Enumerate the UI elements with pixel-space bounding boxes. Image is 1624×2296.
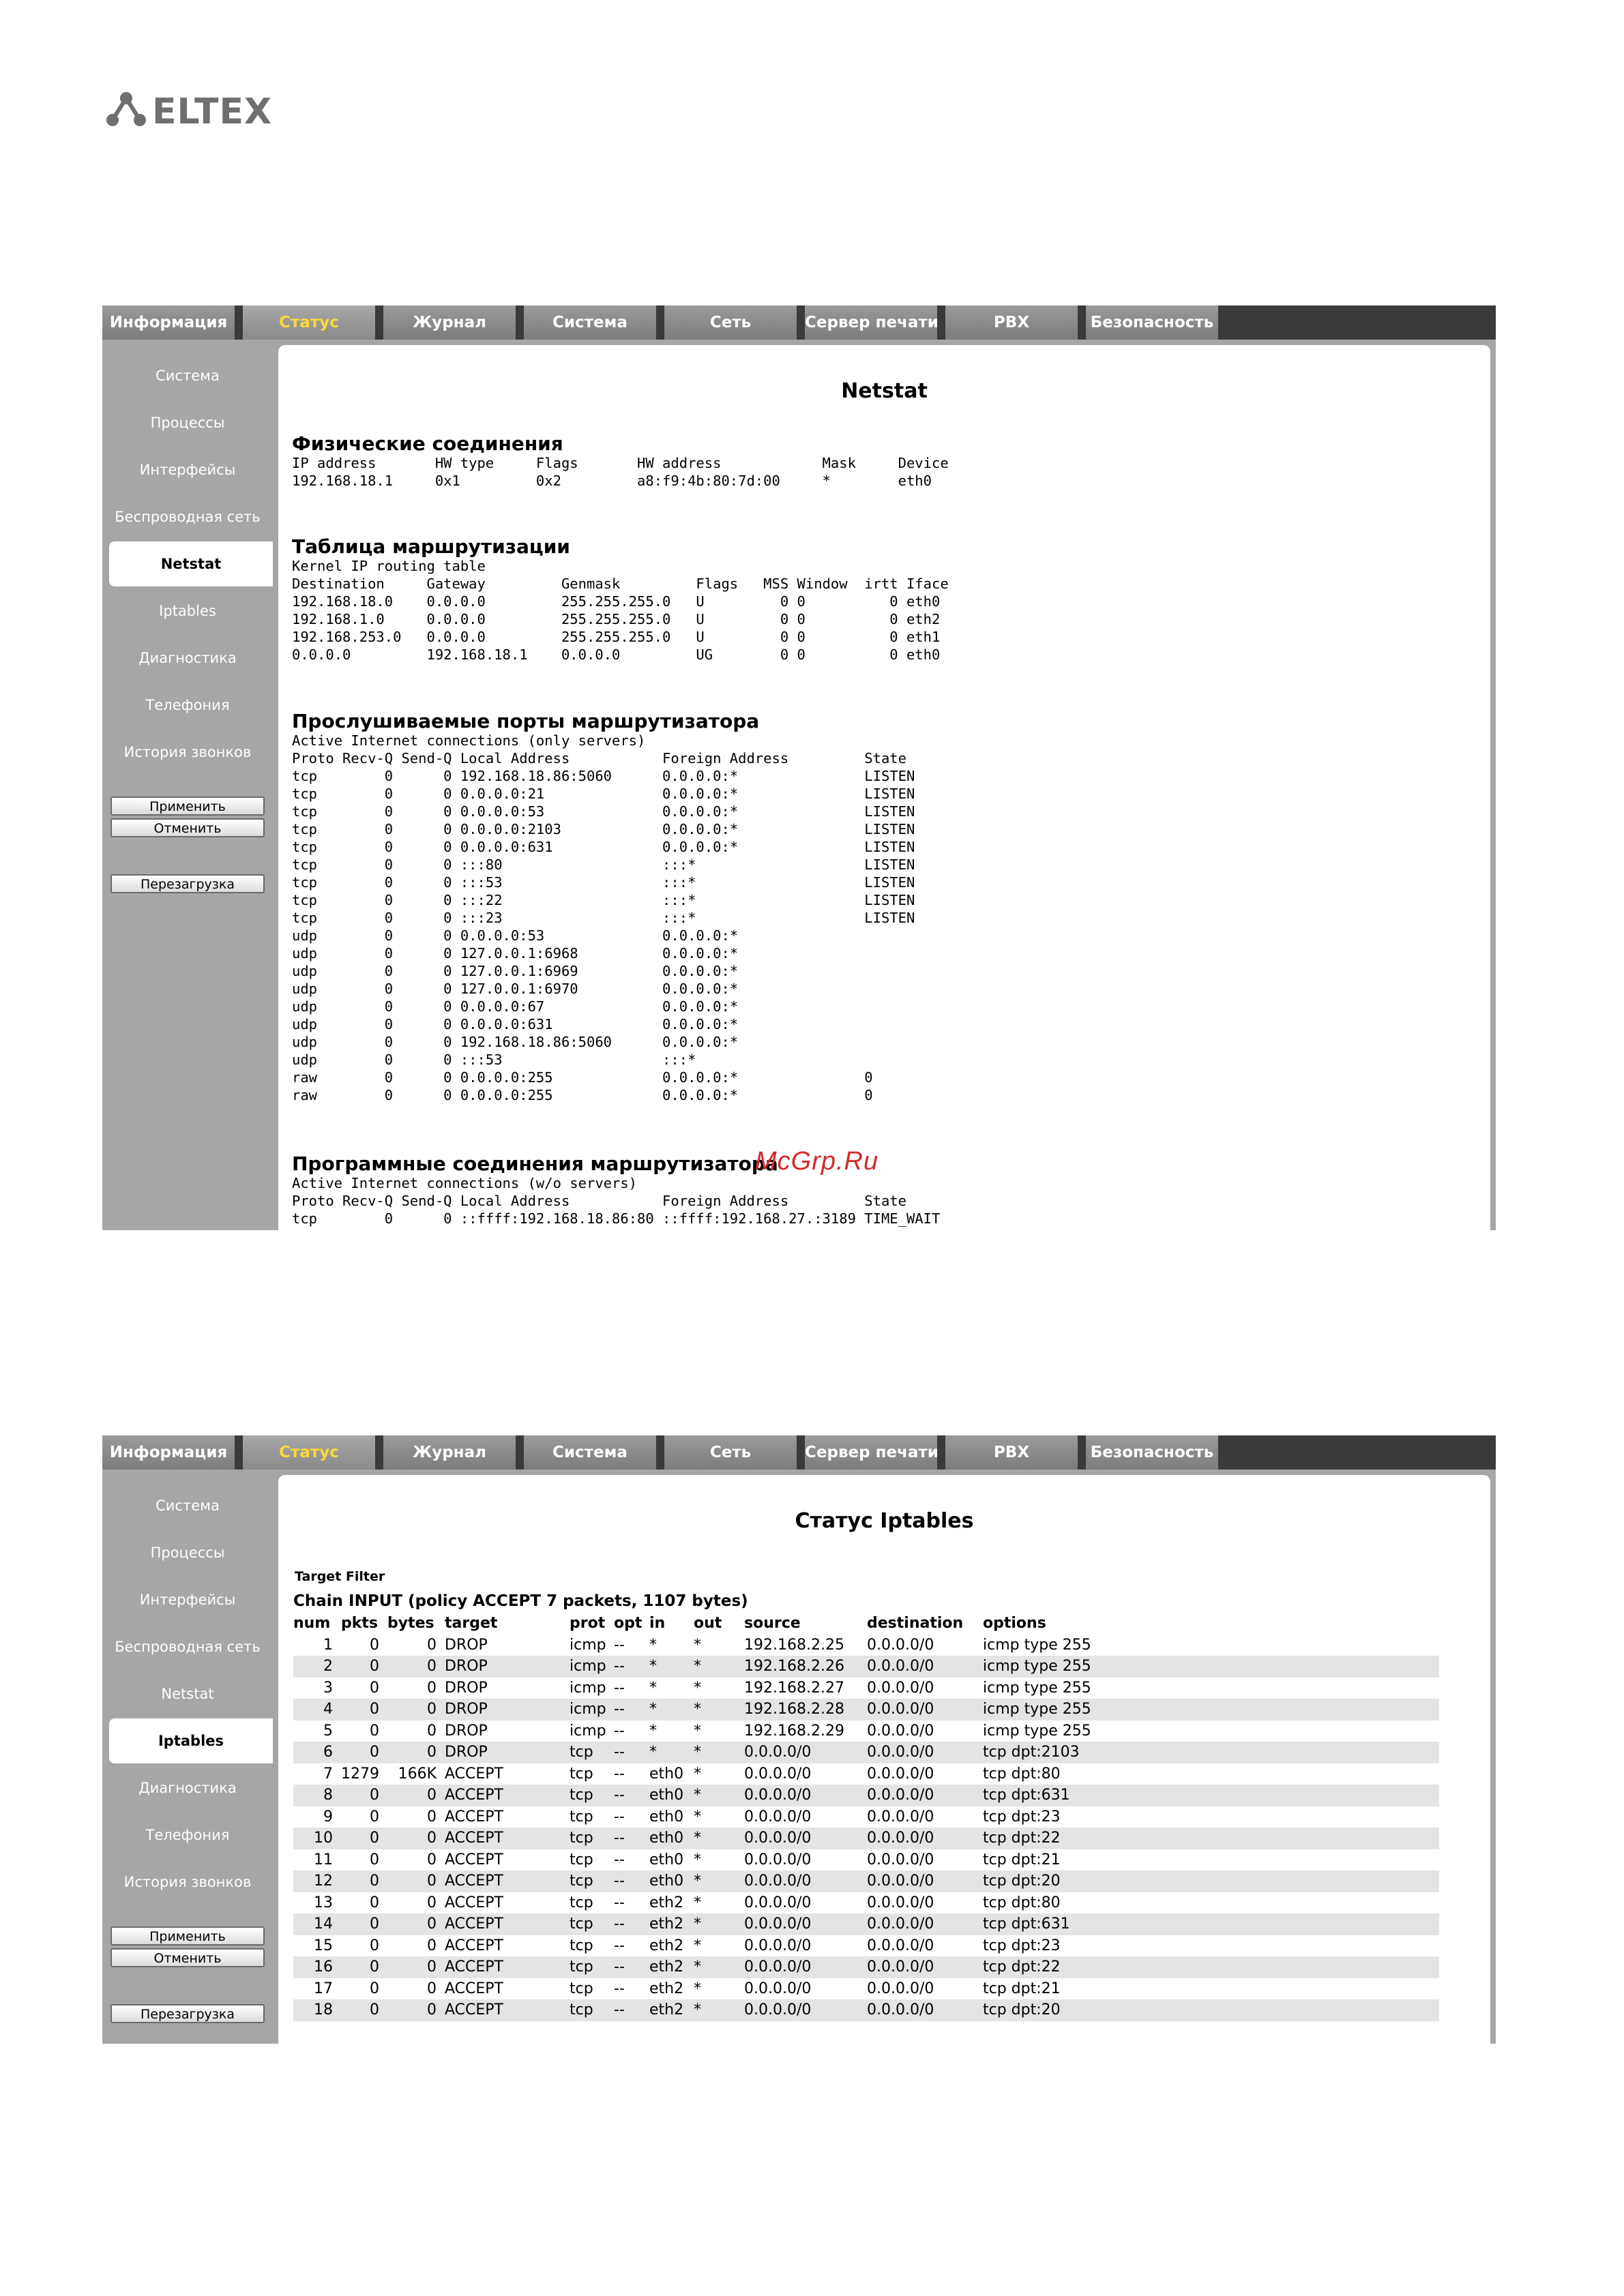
cell-pkts: 0 bbox=[370, 1679, 379, 1697]
cell-bytes: 0 bbox=[427, 1937, 437, 1954]
cell-pkts: 0 bbox=[370, 1851, 379, 1868]
cell-target: ACCEPT bbox=[445, 1785, 570, 1806]
sidebar bbox=[102, 340, 273, 1230]
cell-opt: -- bbox=[614, 1679, 625, 1697]
table-row bbox=[293, 1742, 1439, 1763]
cell-pkts: 0 bbox=[341, 1913, 387, 1935]
column-header-source: source bbox=[744, 1615, 801, 1632]
column-header-bytes: bytes bbox=[387, 1615, 434, 1632]
sidebar-item-diagnostics[interactable]: Диагностика bbox=[138, 1780, 237, 1796]
cell-num: 10 bbox=[293, 1828, 341, 1849]
cell-target: DROP bbox=[445, 1679, 488, 1697]
tab-print-server[interactable]: Сервер печати bbox=[805, 1435, 941, 1470]
cell-pkts: 0 bbox=[341, 1828, 387, 1849]
cell-source: 192.168.2.25 bbox=[744, 1636, 844, 1654]
tab-info[interactable]: Информация bbox=[102, 305, 239, 340]
cell-prot: tcp bbox=[570, 1742, 614, 1763]
iptables-panel bbox=[278, 1475, 1490, 2044]
cell-out: * bbox=[694, 1636, 701, 1654]
tab-pbx[interactable]: PBX bbox=[945, 305, 1082, 340]
cell-out: * bbox=[694, 1742, 744, 1763]
cell-in: * bbox=[649, 1656, 694, 1678]
reboot-button[interactable]: Перезагрузка bbox=[110, 2004, 265, 2023]
cell-destination: 0.0.0.0/0 bbox=[867, 1980, 934, 1997]
cell-source: 0.0.0.0/0 bbox=[744, 1851, 812, 1868]
cell-in: eth0 bbox=[649, 1808, 684, 1825]
tab-system[interactable]: Система bbox=[524, 305, 660, 340]
cell-in: eth2 bbox=[649, 1980, 684, 1997]
sidebar-item-diagnostics[interactable]: Диагностика bbox=[138, 650, 237, 666]
cell-bytes: 0 bbox=[387, 1913, 445, 1935]
cell-source: 0.0.0.0/0 bbox=[744, 1937, 812, 1954]
cell-opt: -- bbox=[614, 1656, 649, 1678]
program-connections-text: Active Internet connections (w/o servers) Proto Recv-Q Send-Q Local Address Foreign Address State tcp 0 0 ::ffff:192.168.18.86:80 ::ffff:192.168.27.:3189 TIME_WAIT bbox=[292, 1175, 941, 1227]
cell-opt: -- bbox=[614, 1980, 625, 1997]
cell-num: 13 bbox=[314, 1894, 333, 1911]
listening-ports-title: Прослушиваемые порты маршрутизатора bbox=[292, 710, 760, 732]
cell-options: icmp type 255 bbox=[983, 1679, 1091, 1697]
cell-num: 2 bbox=[293, 1656, 341, 1678]
cell-opt: -- bbox=[614, 1870, 649, 1892]
cell-destination: 0.0.0.0/0 bbox=[867, 1937, 934, 1954]
cell-destination: 0.0.0.0/0 bbox=[867, 1956, 983, 1978]
cell-num: 7 bbox=[323, 1765, 333, 1783]
cell-bytes: 0 bbox=[427, 1679, 437, 1697]
cell-opt: -- bbox=[614, 1765, 625, 1783]
page-title: Статус Iptables bbox=[795, 1509, 974, 1533]
table-row bbox=[293, 1656, 1439, 1678]
apply-button[interactable]: Применить bbox=[110, 1926, 265, 1945]
sidebar-item-iptables[interactable]: Iptables bbox=[109, 1718, 273, 1763]
cell-pkts: 0 bbox=[370, 1722, 379, 1740]
cell-options: tcp dpt:80 bbox=[983, 1894, 1061, 1911]
cell-num: 17 bbox=[314, 1980, 333, 1997]
content-area bbox=[273, 340, 1496, 1230]
cell-prot: icmp bbox=[570, 1636, 606, 1654]
cell-source: 0.0.0.0/0 bbox=[744, 1765, 812, 1783]
cell-target: ACCEPT bbox=[445, 1870, 570, 1892]
netstat-screenshot bbox=[102, 305, 1496, 1230]
cell-prot: tcp bbox=[570, 1913, 614, 1935]
sidebar-item-netstat[interactable]: Netstat bbox=[109, 541, 273, 586]
cell-num: 14 bbox=[293, 1913, 341, 1935]
cell-prot: tcp bbox=[570, 1765, 593, 1783]
cell-out: * bbox=[694, 1722, 701, 1740]
cell-in: eth2 bbox=[649, 1894, 684, 1911]
cell-num: 4 bbox=[293, 1699, 341, 1720]
table-row bbox=[293, 1870, 1439, 1892]
cell-num: 6 bbox=[293, 1742, 341, 1763]
cell-prot: tcp bbox=[570, 1785, 614, 1806]
cell-source: 0.0.0.0/0 bbox=[744, 1828, 867, 1849]
phys-connections-text: IP address HW type Flags HW address Mask Device 192.168.18.1 0x1 0x2 a8:f9:4b:80:7d:00 * eth0 bbox=[292, 455, 949, 489]
cell-target: ACCEPT bbox=[445, 1980, 503, 1997]
cell-num: 18 bbox=[293, 1999, 341, 2021]
cell-num: 8 bbox=[293, 1785, 341, 1806]
cell-opt: -- bbox=[614, 1742, 649, 1763]
tab-security[interactable]: Безопасность bbox=[1086, 305, 1222, 340]
cell-opt: -- bbox=[614, 1999, 649, 2021]
cell-target: DROP bbox=[445, 1699, 570, 1720]
cell-prot: tcp bbox=[570, 1828, 614, 1849]
cell-prot: icmp bbox=[570, 1722, 606, 1740]
tab-status[interactable]: Статус bbox=[243, 305, 379, 340]
sidebar-item-wireless[interactable]: Беспроводная сеть bbox=[115, 1639, 261, 1655]
cell-destination: 0.0.0.0/0 bbox=[867, 1828, 983, 1849]
cell-prot: tcp bbox=[570, 1851, 593, 1868]
cell-opt: -- bbox=[614, 1828, 649, 1849]
eltex-logo bbox=[106, 90, 283, 138]
sidebar-item-telephony[interactable]: Телефония bbox=[145, 1827, 230, 1843]
cell-target: DROP bbox=[445, 1636, 488, 1654]
cell-num: 1 bbox=[323, 1636, 333, 1654]
column-header-prot: prot bbox=[570, 1615, 606, 1632]
tab-pbx[interactable]: PBX bbox=[945, 1435, 1082, 1470]
cell-out: * bbox=[694, 1699, 744, 1720]
cell-source: 0.0.0.0/0 bbox=[744, 1742, 867, 1763]
netstat-panel bbox=[278, 345, 1490, 1230]
target-filter-label: Target Filter bbox=[295, 1569, 385, 1584]
listening-ports-text: Active Internet connections (only servers) Proto Recv-Q Send-Q Local Address Foreign Address State tcp 0 0 192.168.18.86:5060 0.0.0.0:* LISTEN tcp 0 0 0.0.0.0:21 0.0.0.0:* LISTEN tcp 0 0 0.0.0.0:53 0.0.0.0:* LISTEN tcp 0 0 0.0.0.0:2103 0.0.0.0:* LISTEN tcp 0 0 0.0.0.0:631 0.0.0.0:* LISTEN tcp 0 0 :::80 :::* LISTEN tcp 0 0 :::53 :::* LISTEN tcp 0 0 :::22 :::* LISTEN tcp 0 0 :::23 :::* LISTEN udp 0 0 0.0.0.0:53 0.0.0.0:* udp 0 0 127.0.0.1:6968 0.0.0.0:* udp 0 0 127.0.0.1:6969 0.0.0.0:* udp 0 0 127.0.0.1:6970 0.0.0.0:* udp 0 0 0.0.0.0:67 0.0.0.0:* udp 0 0 0.0.0.0:631 0.0.0.0:* udp 0 0 192.168.18.86:5060 0.0.0.0:* udp 0 0 :::53 :::* raw 0 0 0.0.0.0:255 0.0.0.0:* 0 raw 0 0 0.0.0.0:255 0.0.0.0:* 0 bbox=[292, 732, 915, 1103]
cell-target: ACCEPT bbox=[445, 1956, 570, 1978]
tab-log[interactable]: Журнал bbox=[383, 305, 520, 340]
cell-options: tcp dpt:21 bbox=[983, 1851, 1061, 1868]
cell-destination: 0.0.0.0/0 bbox=[867, 1656, 983, 1678]
cell-source: 0.0.0.0/0 bbox=[744, 1980, 812, 1997]
phys-connections-title: Физические соединения bbox=[292, 432, 563, 455]
cell-pkts: 0 bbox=[341, 1999, 387, 2021]
cell-destination: 0.0.0.0/0 bbox=[867, 1808, 934, 1825]
cell-in: eth0 bbox=[649, 1828, 694, 1849]
sidebar-item-netstat[interactable]: Netstat bbox=[161, 1686, 214, 1702]
table-row bbox=[293, 1699, 1439, 1720]
cell-out: * bbox=[694, 1956, 744, 1978]
cell-destination: 0.0.0.0/0 bbox=[867, 1699, 983, 1720]
column-header-options: options bbox=[983, 1615, 1046, 1632]
reboot-button[interactable]: Перезагрузка bbox=[110, 874, 265, 893]
cell-opt: -- bbox=[614, 1785, 649, 1806]
sidebar-item-wireless[interactable]: Беспроводная сеть bbox=[115, 509, 261, 525]
cell-bytes: 0 bbox=[387, 1699, 445, 1720]
table-row bbox=[293, 1635, 1439, 1656]
cell-pkts: 0 bbox=[341, 1699, 387, 1720]
cell-prot: tcp bbox=[570, 1937, 593, 1954]
cell-in: * bbox=[649, 1636, 657, 1654]
column-header-num: num bbox=[293, 1615, 331, 1632]
cell-target: ACCEPT bbox=[445, 1828, 570, 1849]
cell-pkts: 0 bbox=[370, 1937, 379, 1954]
table-row bbox=[293, 1763, 1439, 1785]
sidebar-item-interfaces[interactable]: Интерфейсы bbox=[139, 1592, 236, 1608]
table-row bbox=[293, 1849, 1439, 1871]
cell-pkts: 0 bbox=[370, 1808, 379, 1825]
cell-source: 0.0.0.0/0 bbox=[744, 1808, 812, 1825]
page-title: Netstat bbox=[841, 379, 928, 403]
cell-target: DROP bbox=[445, 1722, 488, 1740]
cell-in: * bbox=[649, 1742, 694, 1763]
cell-out: * bbox=[694, 1828, 744, 1849]
cell-prot: tcp bbox=[570, 1956, 614, 1978]
tab-network[interactable]: Сеть bbox=[664, 1435, 801, 1470]
cell-options: tcp dpt:20 bbox=[983, 1870, 1439, 1892]
top-tabbar bbox=[102, 1435, 1496, 1470]
cell-options: tcp dpt:22 bbox=[983, 1828, 1439, 1849]
iptables-table bbox=[293, 1613, 1439, 2021]
cell-out: * bbox=[694, 1999, 744, 2021]
cell-in: eth2 bbox=[649, 1937, 684, 1954]
cell-bytes: 0 bbox=[387, 1999, 445, 2021]
cell-bytes: 0 bbox=[387, 1870, 445, 1892]
cell-options: tcp dpt:21 bbox=[983, 1980, 1061, 1997]
tab-security[interactable]: Безопасность bbox=[1086, 1435, 1222, 1470]
cell-bytes: 0 bbox=[427, 1980, 437, 1997]
cell-options: tcp dpt:2103 bbox=[983, 1742, 1439, 1763]
cell-destination: 0.0.0.0/0 bbox=[867, 1913, 983, 1935]
cell-options: tcp dpt:20 bbox=[983, 1999, 1439, 2021]
cancel-button[interactable]: Отменить bbox=[110, 818, 265, 837]
cell-options: icmp type 255 bbox=[983, 1722, 1091, 1740]
cell-in: eth0 bbox=[649, 1785, 694, 1806]
sidebar-item-system[interactable]: Система bbox=[156, 1497, 220, 1514]
cell-target: ACCEPT bbox=[445, 1937, 503, 1954]
cell-options: tcp dpt:80 bbox=[983, 1765, 1061, 1783]
cell-in: * bbox=[649, 1722, 657, 1740]
table-row bbox=[293, 1913, 1439, 1935]
cell-out: * bbox=[694, 1808, 701, 1825]
cell-pkts: 0 bbox=[370, 1636, 379, 1654]
cell-bytes: 0 bbox=[427, 1636, 437, 1654]
chain-header: Chain INPUT (policy ACCEPT 7 packets, 1107 bytes) bbox=[293, 1592, 748, 1610]
cell-options: tcp dpt:631 bbox=[983, 1785, 1439, 1806]
cell-target: ACCEPT bbox=[445, 1851, 503, 1868]
tab-system[interactable]: Система bbox=[524, 1435, 660, 1470]
sidebar-item-system[interactable]: Система bbox=[156, 368, 220, 384]
cell-source: 192.168.2.28 bbox=[744, 1699, 867, 1720]
cell-prot: tcp bbox=[570, 1999, 614, 2021]
routing-table-text: Kernel IP routing table Destination Gateway Genmask Flags MSS Window irtt Iface 192.168.18.0 0.0.0.0 255.255.255.0 U 0 0 0 eth0 192.168.1.0 0.0.0.0 255.255.255.0 U 0 0 0 eth2 192.168.253.0 0.0.0.0 255.255.255.0 U 0 0 0 eth1 0.0.0.0 192.168.18.1 0.0.0.0 UG 0 0 0 eth0 bbox=[292, 558, 949, 663]
table-row bbox=[293, 1999, 1439, 2021]
routing-table-title: Таблица маршрутизации bbox=[292, 535, 570, 558]
top-tabbar bbox=[102, 305, 1496, 340]
cell-out: * bbox=[694, 1894, 701, 1911]
cell-target: ACCEPT bbox=[445, 1999, 570, 2021]
cell-destination: 0.0.0.0/0 bbox=[867, 1999, 983, 2021]
cell-num: 9 bbox=[323, 1808, 333, 1825]
cell-destination: 0.0.0.0/0 bbox=[867, 1851, 934, 1868]
cell-source: 0.0.0.0/0 bbox=[744, 1913, 867, 1935]
cell-out: * bbox=[694, 1765, 701, 1783]
cell-prot: icmp bbox=[570, 1679, 606, 1697]
cell-options: tcp dpt:23 bbox=[983, 1808, 1061, 1825]
tab-network[interactable]: Сеть bbox=[664, 305, 801, 340]
cell-bytes: 0 bbox=[387, 1956, 445, 1978]
column-header-opt: opt bbox=[614, 1615, 643, 1632]
table-row bbox=[293, 1935, 1439, 1957]
cell-options: tcp dpt:631 bbox=[983, 1913, 1439, 1935]
cell-pkts: 0 bbox=[370, 1894, 379, 1911]
sidebar-item-call-history[interactable]: История звонков bbox=[123, 1874, 252, 1890]
cell-destination: 0.0.0.0/0 bbox=[867, 1742, 983, 1763]
cell-opt: -- bbox=[614, 1913, 649, 1935]
cell-in: eth2 bbox=[649, 1913, 694, 1935]
cell-bytes: 166K bbox=[398, 1765, 437, 1783]
column-header-in: in bbox=[649, 1615, 666, 1632]
eltex-logo-icon bbox=[106, 90, 147, 128]
table-row bbox=[293, 1785, 1439, 1806]
cell-out: * bbox=[694, 1870, 744, 1892]
cell-source: 192.168.2.27 bbox=[744, 1679, 844, 1697]
sidebar-item-call-history[interactable]: История звонков bbox=[123, 744, 252, 760]
cell-options: icmp type 255 bbox=[983, 1636, 1091, 1654]
sidebar-item-telephony[interactable]: Телефония bbox=[145, 697, 230, 713]
cell-pkts: 0 bbox=[370, 1980, 379, 1997]
cell-options: tcp dpt:23 bbox=[983, 1937, 1061, 1954]
cell-source: 0.0.0.0/0 bbox=[744, 1999, 867, 2021]
iptables-screenshot bbox=[102, 1435, 1496, 2044]
cell-in: eth2 bbox=[649, 1999, 694, 2021]
cell-out: * bbox=[694, 1679, 701, 1697]
sidebar-item-processes[interactable]: Процессы bbox=[150, 1545, 225, 1561]
table-header-row bbox=[293, 1613, 1439, 1635]
cell-pkts: 0 bbox=[341, 1656, 387, 1678]
cell-prot: tcp bbox=[570, 1870, 614, 1892]
cell-options: tcp dpt:22 bbox=[983, 1956, 1439, 1978]
cell-num: 3 bbox=[323, 1679, 333, 1697]
cell-destination: 0.0.0.0/0 bbox=[867, 1722, 934, 1740]
cell-in: eth0 bbox=[649, 1851, 684, 1868]
table-row bbox=[293, 1828, 1439, 1849]
cell-target: ACCEPT bbox=[445, 1913, 570, 1935]
cell-bytes: 0 bbox=[387, 1828, 445, 1849]
tab-status[interactable]: Статус bbox=[243, 1435, 379, 1470]
cell-bytes: 0 bbox=[427, 1808, 437, 1825]
cell-prot: icmp bbox=[570, 1656, 614, 1678]
cell-bytes: 0 bbox=[387, 1785, 445, 1806]
cell-num: 16 bbox=[293, 1956, 341, 1978]
cell-num: 5 bbox=[323, 1722, 333, 1740]
cell-num: 11 bbox=[314, 1851, 333, 1868]
cell-opt: -- bbox=[614, 1808, 625, 1825]
apply-button[interactable]: Применить bbox=[110, 796, 265, 816]
cell-out: * bbox=[694, 1937, 701, 1954]
cancel-button[interactable]: Отменить bbox=[110, 1948, 265, 1967]
cell-in: eth0 bbox=[649, 1870, 694, 1892]
cell-source: 0.0.0.0/0 bbox=[744, 1956, 867, 1978]
column-header-pkts: pkts bbox=[341, 1615, 378, 1632]
cell-prot: tcp bbox=[570, 1808, 593, 1825]
cell-target: DROP bbox=[445, 1656, 570, 1678]
table-row bbox=[293, 1806, 1439, 1828]
cell-num: 15 bbox=[314, 1937, 333, 1954]
cell-target: ACCEPT bbox=[445, 1894, 503, 1911]
table-row bbox=[293, 1678, 1439, 1699]
cell-destination: 0.0.0.0/0 bbox=[867, 1765, 934, 1783]
cell-options: icmp type 255 bbox=[983, 1656, 1439, 1678]
cell-bytes: 0 bbox=[427, 1851, 437, 1868]
cell-out: * bbox=[694, 1851, 701, 1868]
cell-opt: -- bbox=[614, 1722, 625, 1740]
cell-destination: 0.0.0.0/0 bbox=[867, 1785, 983, 1806]
cell-pkts: 0 bbox=[341, 1785, 387, 1806]
cell-target: ACCEPT bbox=[445, 1765, 503, 1783]
logo-text: ELTEX bbox=[152, 91, 273, 132]
cell-opt: -- bbox=[614, 1956, 649, 1978]
cell-out: * bbox=[694, 1913, 744, 1935]
cell-in: eth2 bbox=[649, 1956, 694, 1978]
cell-in: eth0 bbox=[649, 1765, 684, 1783]
cell-destination: 0.0.0.0/0 bbox=[867, 1679, 934, 1697]
table-row bbox=[293, 1956, 1439, 1978]
sidebar-item-interfaces[interactable]: Интерфейсы bbox=[139, 462, 236, 478]
cell-opt: -- bbox=[614, 1699, 649, 1720]
program-connections-title: Программные соединения маршрутизатора bbox=[292, 1152, 778, 1175]
cell-prot: tcp bbox=[570, 1894, 593, 1911]
column-header-destination: destination bbox=[867, 1615, 964, 1632]
cell-opt: -- bbox=[614, 1894, 625, 1911]
cell-bytes: 0 bbox=[387, 1656, 445, 1678]
cell-destination: 0.0.0.0/0 bbox=[867, 1894, 934, 1911]
sidebar bbox=[102, 1470, 273, 2044]
cell-pkts: 0 bbox=[341, 1742, 387, 1763]
cell-source: 0.0.0.0/0 bbox=[744, 1894, 812, 1911]
cell-target: ACCEPT bbox=[445, 1808, 503, 1825]
cell-out: * bbox=[694, 1656, 744, 1678]
cell-source: 192.168.2.29 bbox=[744, 1722, 844, 1740]
cell-opt: -- bbox=[614, 1937, 625, 1954]
cell-destination: 0.0.0.0/0 bbox=[867, 1870, 983, 1892]
cell-source: 0.0.0.0/0 bbox=[744, 1785, 867, 1806]
cell-options: icmp type 255 bbox=[983, 1699, 1439, 1720]
table-row bbox=[293, 1892, 1439, 1914]
cell-bytes: 0 bbox=[387, 1742, 445, 1763]
cell-opt: -- bbox=[614, 1636, 625, 1654]
watermark-text: McGrp.Ru bbox=[755, 1147, 879, 1176]
column-header-out: out bbox=[694, 1615, 722, 1632]
cell-in: * bbox=[649, 1679, 657, 1697]
cell-bytes: 0 bbox=[427, 1894, 437, 1911]
cell-pkts: 1279 bbox=[341, 1765, 379, 1783]
cell-in: * bbox=[649, 1699, 694, 1720]
cell-bytes: 0 bbox=[427, 1722, 437, 1740]
cell-target: DROP bbox=[445, 1742, 570, 1763]
cell-destination: 0.0.0.0/0 bbox=[867, 1636, 934, 1654]
column-header-target: target bbox=[445, 1615, 498, 1632]
tab-log[interactable]: Журнал bbox=[383, 1435, 520, 1470]
table-row bbox=[293, 1720, 1439, 1742]
cell-pkts: 0 bbox=[341, 1956, 387, 1978]
cell-pkts: 0 bbox=[341, 1870, 387, 1892]
sidebar-item-iptables[interactable]: Iptables bbox=[159, 603, 216, 619]
cell-prot: tcp bbox=[570, 1980, 593, 1997]
cell-out: * bbox=[694, 1785, 744, 1806]
tab-print-server[interactable]: Сервер печати bbox=[805, 305, 941, 340]
cell-prot: icmp bbox=[570, 1699, 614, 1720]
cell-num: 12 bbox=[293, 1870, 341, 1892]
content-area bbox=[273, 1470, 1496, 2044]
tab-info[interactable]: Информация bbox=[102, 1435, 239, 1470]
table-row bbox=[293, 1978, 1439, 2000]
cell-source: 192.168.2.26 bbox=[744, 1656, 867, 1678]
cell-opt: -- bbox=[614, 1851, 625, 1868]
cell-out: * bbox=[694, 1980, 701, 1997]
cell-source: 0.0.0.0/0 bbox=[744, 1870, 867, 1892]
sidebar-item-processes[interactable]: Процессы bbox=[150, 415, 225, 431]
